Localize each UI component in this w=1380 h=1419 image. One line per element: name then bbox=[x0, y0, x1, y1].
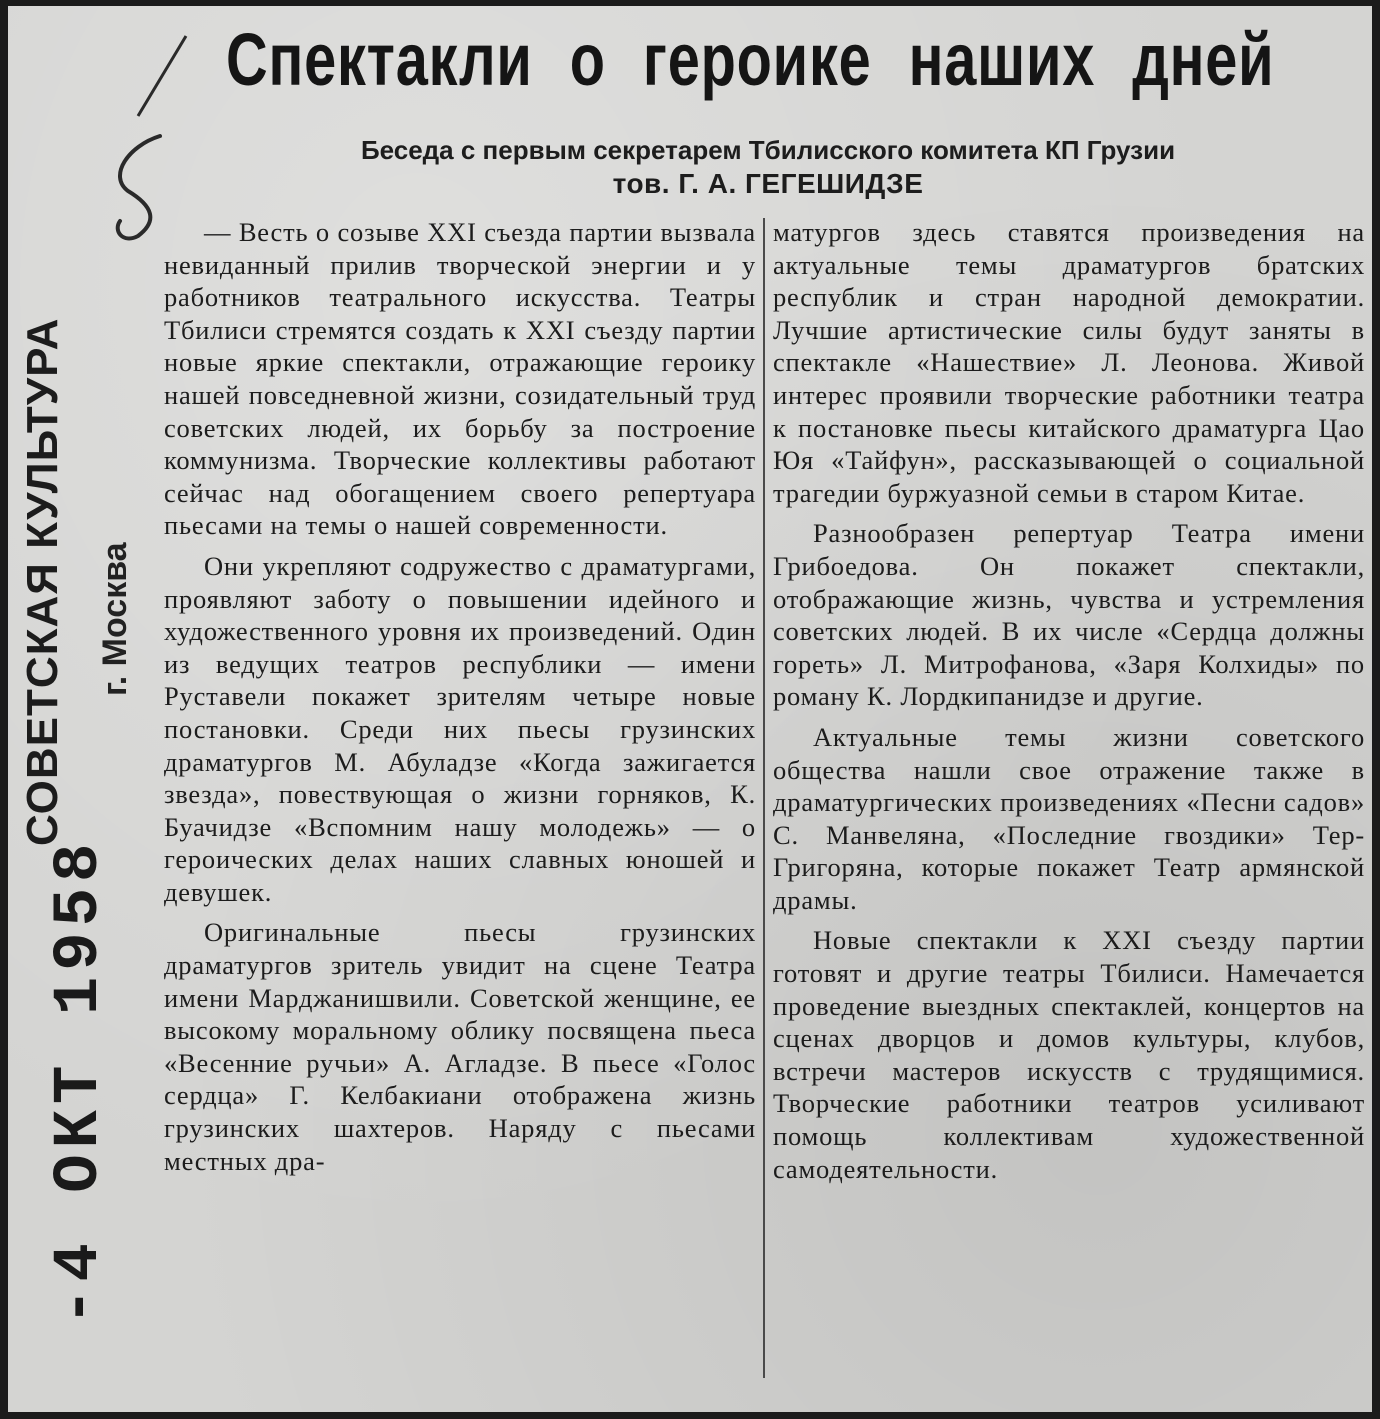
publication-city: г. Москва bbox=[96, 542, 134, 696]
paragraph: Разнообразен репертуар Театра имени Грибоедова. Он покажет спектакли, отображающие жизнь, чувства и устремления советских людей. В их числе «Сердца должны гореть» Л. Митрофанова, «Заря Колхиды» по роману К. Лордкипанидзе и другие. bbox=[773, 518, 1365, 712]
date-stamp: -4 ОКТ 1958 bbox=[44, 837, 116, 1326]
paragraph: матургов здесь ставятся произведения на актуальные темы драматургов братских республик и стран народной демократии. Лучшие артистические силы будут заняты в спектакле «Нашествие» Л. Леонова. Живой интерес проявили творческие работники театра к постановке пьесы китайского драматурга Цао Юя «Тайфун», рассказывающей о социальной трагедии буржуазной семьи в старом Китае. bbox=[773, 217, 1365, 508]
newspaper-clipping bbox=[8, 6, 1372, 1412]
publication-name: СОВЕТСКАЯ КУЛЬТУРА bbox=[18, 317, 67, 846]
column-divider bbox=[763, 218, 765, 1378]
paragraph: Оригинальные пьесы грузинских драматургов зритель увидит на сцене Театра имени Марджанишвили. Советской женщине, ее высокому моральному облику посвящена пьеса «Весенние ручьи» А. Агладзе. В пьесе «Голос сердца» Г. Келбакиани отображена жизнь грузинских шахтеров. Наряду с пьесами местных дра- bbox=[164, 917, 756, 1176]
paragraph: Они укрепляют содружество с драматургами, проявляют заботу о повышении идейного и художественного уровня их произведений. Один из ведущих театров республики — имени Руставели покажет зрителям четыре новые постановки. Среди них пьесы грузинских драматургов М. Абуладзе «Когда зажигается звезда», повествующая о жизни горняков, К. Буачидзе «Вспомним нашу молодежь» — о героических делах наших славных юношей и девушек. bbox=[164, 550, 756, 907]
paragraph: Актуальные темы жизни советского общества нашли свое отражение также в драматургических произведениях «Песни садов» С. Манвеляна, «Последние гвоздики» Тер-Григоряна, которые покажет Театр армянской драмы. bbox=[773, 721, 1365, 915]
subheading-line1: Беседа с первым секретарем Тбилисского комитета КП Грузии bbox=[360, 135, 1176, 165]
paragraph: — Весть о созыве XXI съезда партии вызвала невиданный прилив творческой энергии и у работников театрального искусства. Театры Тбилиси стремятся создать к XXI съезду партии новые яркие спектакли, отражающие героику нашей повседневной жизни, созидательный труд советских людей, их борьбу за построение коммунизма. Творческие коллективы работают сейчас над обогащением своего репертуара пьесами на темы о нашей современности. bbox=[164, 217, 756, 541]
subheading-line2: тов. Г. А. ГЕГЕШИДЗЕ bbox=[612, 168, 924, 199]
paragraph: Новые спектакли к XXI съезду партии готовят и другие театры Тбилиси. Намечается проведение выездных спектаклей, концертов на сценах дворцов и домов культуры, клубов, встречи мастеров искусств с трудящимися. Творческие работники театров усиливают помощь коллективам художественной самодеятельности. bbox=[773, 925, 1365, 1184]
subheading bbox=[168, 134, 1368, 200]
article-column-right bbox=[773, 216, 1365, 1193]
article-column-left bbox=[164, 216, 756, 1185]
headline: Спектакли о героике наших дней bbox=[226, 18, 1275, 101]
